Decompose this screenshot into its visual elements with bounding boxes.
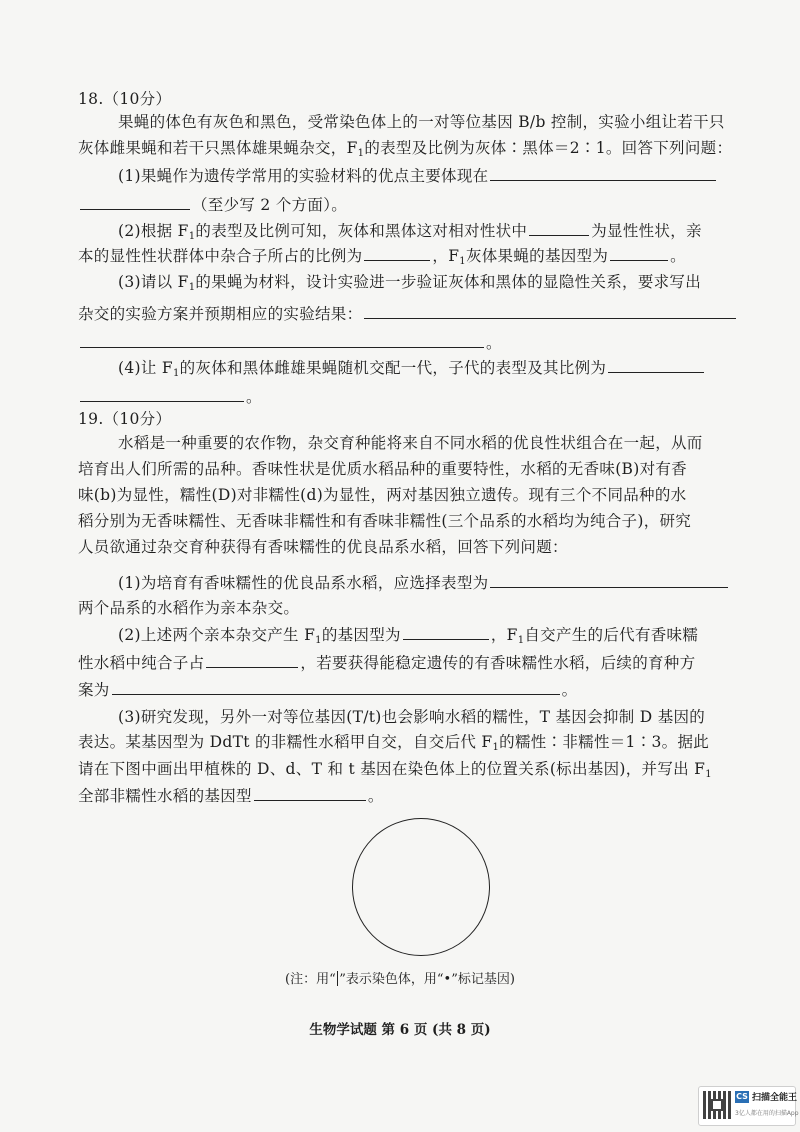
- q19-intro-line2: 培育出人们所需的品种。香味性状是优质水稻品种的重要特性，水稻的无香味(B)对有香: [78, 460, 687, 478]
- answer-blank[interactable]: [206, 651, 298, 668]
- answer-blank[interactable]: [80, 193, 190, 210]
- scanner-app-name: 扫描全能王: [752, 1093, 798, 1103]
- camscanner-logo-icon: CS: [736, 1092, 748, 1101]
- q18-part2-line2: 本的显性性状群体中杂合子所占的比例为 ，$F_1$灰体果蝇的基因型为 。: [78, 244, 686, 273]
- q18-part2-line1: (2)根据 $F_1$的表型及比例可知，灰体和黑体这对相对性状中 为显性性状，亲: [118, 219, 702, 248]
- answer-blank[interactable]: [608, 356, 704, 373]
- q19-part2-line2: 性水稻中纯合子占 ，若要获得能稳定遗传的有香味糯性水稻，后续的育种方: [78, 651, 695, 674]
- q19-intro-line4: 稻分别为无香味糯性、无香味非糯性和有香味非糯性(三个品系的水稻均为纯合子)，研究: [78, 512, 692, 530]
- answer-blank[interactable]: [80, 385, 244, 402]
- q18-part1-line2: （至少写 2 个方面）。: [78, 193, 347, 216]
- answer-blank[interactable]: [610, 244, 668, 261]
- scanner-badge: [698, 1086, 799, 1126]
- q19-part3-line3: 请在下图中画出甲植株的 D、d、T 和 t 基因在染色体上的位置关系(标出基因)，并写出 $F_1$: [78, 760, 712, 780]
- q19-intro-line3: 味(b)为显性，糯性(D)对非糯性(d)为显性，两对基因独立遗传。现有三个不同品种的水: [78, 486, 687, 504]
- answer-blank[interactable]: [529, 219, 589, 236]
- q18-header: 18.（10分）: [78, 90, 172, 108]
- cell-drawing-circle[interactable]: [352, 818, 490, 956]
- q18-part4-line1: (4)让 $F_1$的灰体和黑体雌雄果蝇随机交配一代，子代的表型及其比例为: [118, 356, 706, 385]
- q19-part2-line3: 案为 。: [78, 678, 577, 701]
- q19-part3-line4: 全部非糯性水稻的基因型 。: [78, 784, 384, 807]
- qr-code-icon: [703, 1091, 731, 1119]
- answer-blank[interactable]: [364, 302, 736, 319]
- q18-intro-line2: 灰体雌果蝇和若干只黑体雄果蝇杂交，$F_1$的表型及比例为灰体∶黑体＝2∶1。回答下列问题：: [78, 139, 733, 159]
- answer-blank[interactable]: [364, 244, 430, 261]
- q19-part3-line2: 表达。某基因型为 DdTt 的非糯性水稻甲自交，自交后代 $F_1$的糯性∶非糯性＝1∶3。据此: [78, 733, 710, 753]
- answer-blank[interactable]: [254, 784, 366, 801]
- q18-intro-line1: 果蝇的体色有灰色和黑色，受常染色体上的一对等位基因 B/b 控制，实验小组让若干只: [118, 113, 725, 131]
- q19-part1-line1: (1)为培育有香味糯性的优良品系水稻，应选择表型为: [118, 571, 730, 594]
- q19-part3-line1: (3)研究发现，另外一对等位基因(T/t)也会影响水稻的糯性，T 基因会抑制 D 基因的: [118, 708, 706, 726]
- q18-part4-line2: 。: [78, 385, 262, 408]
- q19-part2-line1: (2)上述两个亲本杂交产生 $F_1$的基因型为 ，$F_1$自交产生的后代有香味糯: [118, 623, 698, 652]
- figure-note: (注：用“ ”表示染色体，用“•”标记基因): [285, 972, 515, 987]
- q18-part3-line2: 杂交的实验方案并预期相应的实验结果：: [78, 302, 738, 325]
- q19-header: 19.（10分）: [78, 410, 172, 428]
- answer-blank[interactable]: [490, 164, 716, 181]
- q18-part1-line1: (1)果蝇作为遗传学常用的实验材料的优点主要体现在: [118, 164, 718, 187]
- q19-intro-line5: 人员欲通过杂交育种获得有香味糯性的优良品系水稻，回答下列问题：: [78, 538, 568, 556]
- q18-part3-line3: 。: [78, 331, 502, 354]
- answer-blank[interactable]: [112, 678, 560, 695]
- answer-blank[interactable]: [80, 331, 484, 348]
- answer-blank[interactable]: [403, 623, 489, 640]
- q18-part3-line1: (3)请以 $F_1$的果蝇为材料，设计实验进一步验证灰体和黑体的显隐性关系，要求写出: [118, 273, 702, 293]
- answer-blank[interactable]: [490, 571, 728, 588]
- q19-intro-line1: 水稻是一种重要的农作物，杂交育种能将来自不同水稻的优良性状组合在一起，从而: [118, 434, 703, 452]
- page-footer: 生物学试题 第 6 页 (共 8 页): [309, 1022, 491, 1038]
- q19-part1-line2: 两个品系的水稻作为亲本杂交。: [78, 599, 300, 617]
- scanner-tagline: 3亿人都在用的扫描App: [735, 1110, 799, 1117]
